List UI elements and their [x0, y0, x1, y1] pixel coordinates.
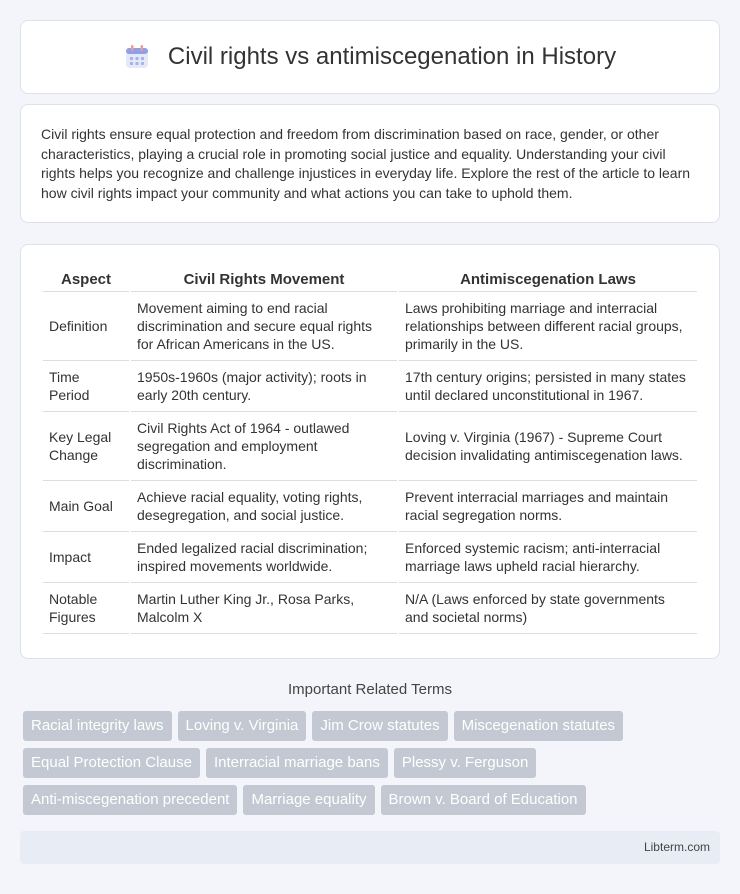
comparison-table-card	[20, 244, 720, 659]
table-row	[43, 412, 697, 481]
row-aspect: Impact	[43, 532, 129, 583]
related-term-tag[interactable]: Equal Protection Clause	[23, 748, 200, 778]
row-civil-rights: Ended legalized racial discrimination; inspired movements worldwide.	[131, 532, 397, 583]
related-term-tag[interactable]: Anti-miscegenation precedent	[23, 785, 237, 815]
row-antimiscegenation: N/A (Laws enforced by state governments and societal norms)	[399, 583, 697, 634]
table-row	[43, 361, 697, 412]
row-aspect: Notable Figures	[43, 583, 129, 634]
related-terms-tags	[23, 711, 723, 815]
intro-text: Civil rights ensure equal protection and freedom from discrimination based on race, gender, or other characteristics, playing a crucial role in promoting social justice and equality. Understanding your civil rights helps you recognize and challenge injustices in everyday life. Explore the rest of the article to learn how civil rights impact your community and what actions you can take to uphold them.	[41, 126, 691, 201]
intro-card	[20, 104, 720, 223]
related-term-tag[interactable]: Jim Crow statutes	[312, 711, 447, 741]
related-term-tag[interactable]: Plessy v. Ferguson	[394, 748, 536, 778]
footer-site-link[interactable]: Libterm.com	[643, 840, 710, 854]
row-antimiscegenation: 17th century origins; persisted in many states until declared unconstitutional in 1967.	[399, 361, 697, 412]
comparison-table	[41, 265, 699, 634]
related-term-tag[interactable]: Loving v. Virginia	[178, 711, 307, 741]
header-aspect: Aspect	[43, 265, 129, 292]
header-civil-rights: Civil Rights Movement	[131, 265, 397, 292]
table-row	[43, 292, 697, 361]
table-row	[43, 481, 697, 532]
row-antimiscegenation: Laws prohibiting marriage and interracial relationships between different racial groups, primarily in the US.	[399, 292, 697, 361]
row-aspect: Definition	[43, 292, 129, 361]
row-antimiscegenation: Prevent interracial marriages and maintain racial segregation norms.	[399, 481, 697, 532]
footer	[20, 831, 720, 864]
related-term-tag[interactable]: Racial integrity laws	[23, 711, 172, 741]
header-card	[20, 20, 720, 94]
table-header-row	[43, 265, 697, 292]
row-civil-rights: Martin Luther King Jr., Rosa Parks, Malcolm X	[131, 583, 397, 634]
row-civil-rights: Movement aiming to end racial discrimination and secure equal rights for African Americans in the US.	[131, 292, 397, 361]
row-aspect: Key Legal Change	[43, 412, 129, 481]
table-row	[43, 583, 697, 634]
related-term-tag[interactable]: Marriage equality	[243, 785, 374, 815]
row-civil-rights: Civil Rights Act of 1964 - outlawed segregation and employment discrimination.	[131, 412, 397, 481]
page-title: Civil rights vs antimiscegenation in History	[167, 43, 617, 70]
related-term-tag[interactable]: Brown v. Board of Education	[381, 785, 586, 815]
row-antimiscegenation: Loving v. Virginia (1967) - Supreme Court decision invalidating antimiscegenation laws.	[399, 412, 697, 481]
table-row	[43, 532, 697, 583]
calendar-icon	[124, 44, 150, 70]
related-term-tag[interactable]: Miscegenation statutes	[454, 711, 623, 741]
row-antimiscegenation: Enforced systemic racism; anti-interracial marriage laws upheld racial hierarchy.	[399, 532, 697, 583]
row-civil-rights: Achieve racial equality, voting rights, desegregation, and social justice.	[131, 481, 397, 532]
related-term-tag[interactable]: Interracial marriage bans	[206, 748, 388, 778]
row-aspect: Time Period	[43, 361, 129, 412]
related-terms-title: Important Related Terms	[288, 681, 452, 698]
header-antimiscegenation: Antimiscegenation Laws	[399, 265, 697, 292]
row-aspect: Main Goal	[43, 481, 129, 532]
row-civil-rights: 1950s-1960s (major activity); roots in early 20th century.	[131, 361, 397, 412]
